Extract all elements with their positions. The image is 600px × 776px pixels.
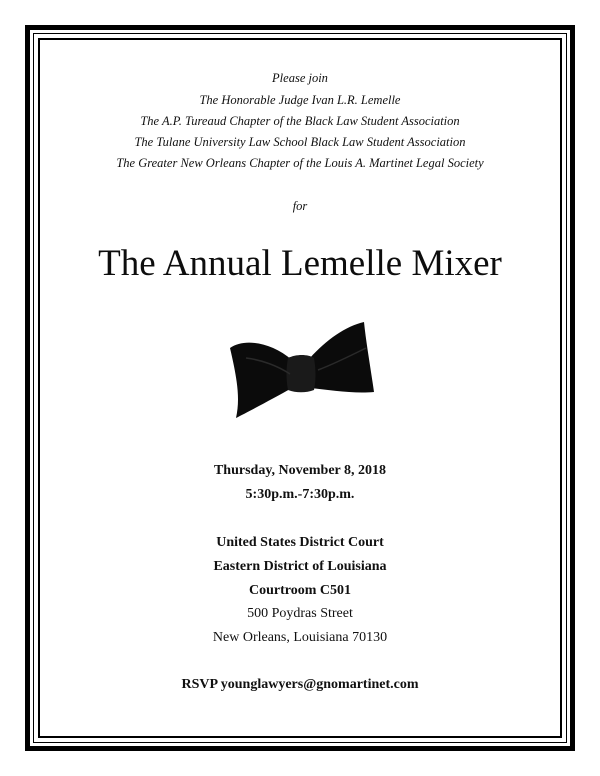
event-title: The Annual Lemelle Mixer bbox=[98, 243, 502, 284]
venue-district: Eastern District of Louisiana bbox=[213, 559, 387, 574]
please-join-text: Please join bbox=[272, 71, 328, 85]
venue-street: 500 Poydras Street bbox=[247, 606, 353, 621]
venue-name: United States District Court bbox=[216, 535, 384, 550]
event-time: 5:30p.m.-7:30p.m. bbox=[245, 487, 355, 502]
host-tureaud-chapter: The A.P. Tureaud Chapter of the Black Law Student Association bbox=[140, 114, 460, 128]
venue-room: Courtroom C501 bbox=[248, 583, 351, 598]
bow-tie-icon bbox=[226, 318, 376, 428]
invitation-content bbox=[40, 40, 560, 736]
event-date: Thursday, November 8, 2018 bbox=[213, 463, 387, 478]
for-text: for bbox=[292, 199, 308, 213]
host-tulane-blsa: The Tulane University Law School Black Law Student Association bbox=[134, 135, 466, 149]
venue-city: New Orleans, Louisiana 70130 bbox=[212, 630, 388, 645]
host-martinet-society: The Greater New Orleans Chapter of the Louis A. Martinet Legal Society bbox=[116, 156, 484, 170]
rsvp-line: RSVP younglawyers@gnomartinet.com bbox=[181, 677, 419, 692]
host-judge: The Honorable Judge Ivan L.R. Lemelle bbox=[199, 93, 401, 107]
